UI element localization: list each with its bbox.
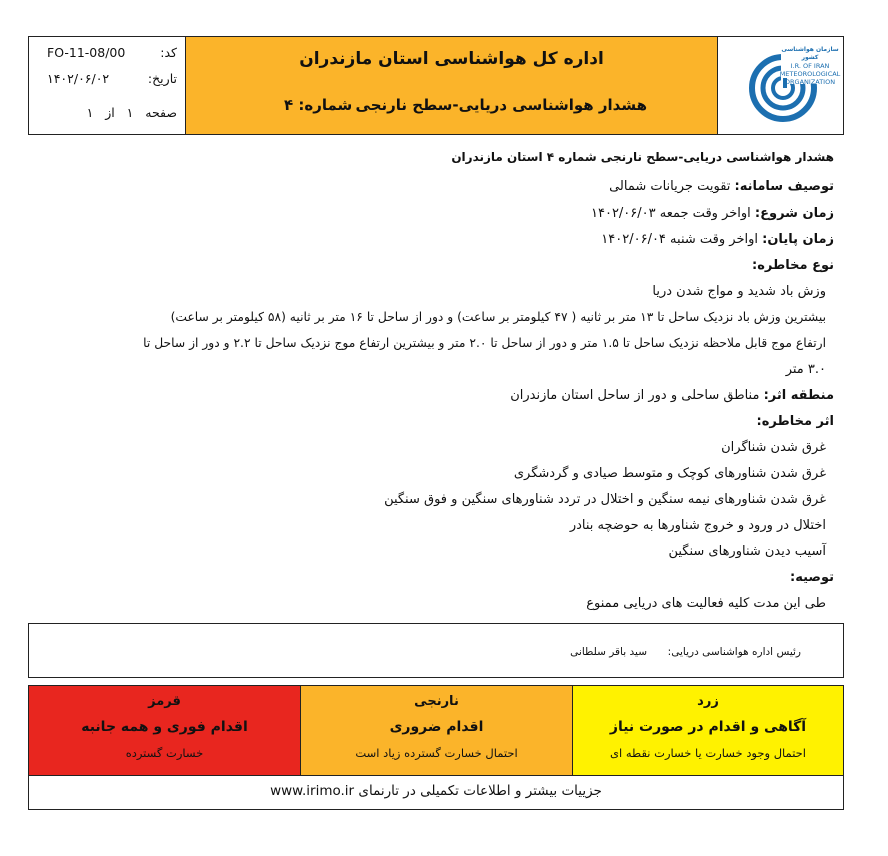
- level-action: اقدام فوری و همه جانبه: [81, 719, 248, 735]
- effect-item: آسیب دیدن شناورهای سنگین: [668, 544, 826, 559]
- effect-item: اختلال در ورود و خروج شناورها به حوضچه بنادر: [569, 518, 826, 533]
- code-value: FO-11-08/00: [47, 45, 126, 60]
- body-heading: هشدار هواشناسی دریایی-سطح نارنجی شماره ۴ استان مازندران: [451, 150, 834, 164]
- warning-number: شماره: ۴: [284, 96, 353, 114]
- level-action: آگاهی و اقدام در صورت نیاز: [609, 719, 807, 735]
- signature-box: [28, 623, 844, 678]
- header-title-block: [186, 37, 718, 134]
- area-label: منطقه اثر:: [763, 388, 834, 403]
- hazard-line: بیشترین وزش باد نزدیک ساحل تا ۱۳ متر بر ثانیه ( ۴۷ کیلومتر بر ساعت) و دور از ساحل تا ۱۶ متر بر ثانیه (۵۸ کیلومتر بر ساعت): [170, 310, 826, 324]
- hazard-line: ۳.۰ متر: [785, 362, 826, 377]
- legend-red: [29, 686, 301, 775]
- effect-item: غرق شدن شناورهای کوچک و متوسط صیادی و گردشگری: [513, 466, 826, 481]
- code-label: کد:: [160, 45, 177, 60]
- warning-level-legend: [28, 685, 844, 810]
- date-label: تاریخ:: [147, 71, 177, 86]
- system-label: توصیف سامانه:: [734, 179, 834, 194]
- date-row: [29, 71, 185, 89]
- website-footer: جزییات بیشتر و اطلاعات تکمیلی در تارنمای www.irimo.ir: [270, 783, 602, 799]
- hazard-line: ارتفاع موج قابل ملاحظه نزدیک ساحل تا ۱.۵ متر و دور از ساحل تا ۲.۰ متر و بیشترین ارتفاع موج نزدیک ساحل تا ۲.۲ و دور از ساحل تا: [143, 336, 826, 350]
- level-name: نارنجی: [414, 694, 459, 709]
- start-row: [591, 206, 834, 221]
- start-label: زمان شروع:: [754, 206, 834, 221]
- end-value: اواخر وقت شنبه ۱۴۰۲/۰۶/۰۴: [601, 232, 763, 247]
- effect-item: غرق شدن شناورهای نیمه سنگین و اختلال در تردد شناورهای سنگین و فوق سنگین: [384, 492, 826, 507]
- signature-name: سید باقر سلطانی: [570, 646, 647, 658]
- legend-orange: [301, 686, 573, 775]
- area-value: مناطق ساحلی و دور از ساحل استان مازندران: [510, 388, 764, 403]
- end-label: زمان پایان:: [762, 232, 834, 247]
- level-action: اقدام ضروری: [389, 719, 484, 735]
- legend-levels: [29, 686, 843, 776]
- logo-text-en-3: ORGANIZATION: [784, 78, 836, 86]
- advice-text: طی این مدت کلیه فعالیت های دریایی ممنوع: [586, 596, 826, 611]
- effects-label: اثر مخاطره:: [756, 414, 834, 429]
- signature-label: رئیس اداره هواشناسی دریایی:: [667, 646, 801, 658]
- logo-text-en-2: METEOROLOGICAL: [779, 70, 841, 78]
- logo-text-en-1: I.R. OF IRAN: [790, 62, 830, 70]
- logo-caption: [774, 46, 846, 86]
- warning-title: هشدار هواشناسی دریایی-سطح نارنجی: [355, 96, 647, 114]
- document-meta: [29, 37, 186, 134]
- document-header: [28, 36, 844, 135]
- level-description: خسارت گسترده: [125, 746, 204, 760]
- hazard-type-label: نوع مخاطره:: [752, 258, 834, 273]
- level-name: قرمز: [148, 694, 181, 709]
- page-number: صفحه ۱ از ۱: [86, 105, 177, 120]
- level-description: احتمال وجود خسارت یا خسارت نقطه ای: [610, 746, 806, 760]
- date-value: ۱۴۰۲/۰۶/۰۲: [47, 71, 110, 86]
- effect-item: غرق شدن شناگران: [721, 440, 826, 455]
- level-description: احتمال خسارت گسترده زیاد است: [355, 746, 518, 760]
- page-row: [29, 105, 185, 123]
- system-row: [609, 179, 834, 194]
- area-row: [510, 388, 834, 403]
- logo-text-fa: سازمان هواشناسی کشور: [781, 46, 839, 61]
- org-title: اداره کل هواشناسی استان مازندران: [299, 49, 604, 69]
- level-name: زرد: [697, 694, 719, 709]
- system-value: تقویت جریانات شمالی: [609, 179, 735, 194]
- code-row: [29, 45, 185, 63]
- logo-block: [718, 37, 843, 134]
- end-row: [601, 232, 834, 247]
- hazard-line: وزش باد شدید و مواج شدن دریا: [652, 284, 826, 299]
- advice-label: توصیه:: [790, 570, 834, 585]
- legend-yellow: [573, 686, 843, 775]
- start-value: اواخر وقت جمعه ۱۴۰۲/۰۶/۰۳: [591, 206, 755, 221]
